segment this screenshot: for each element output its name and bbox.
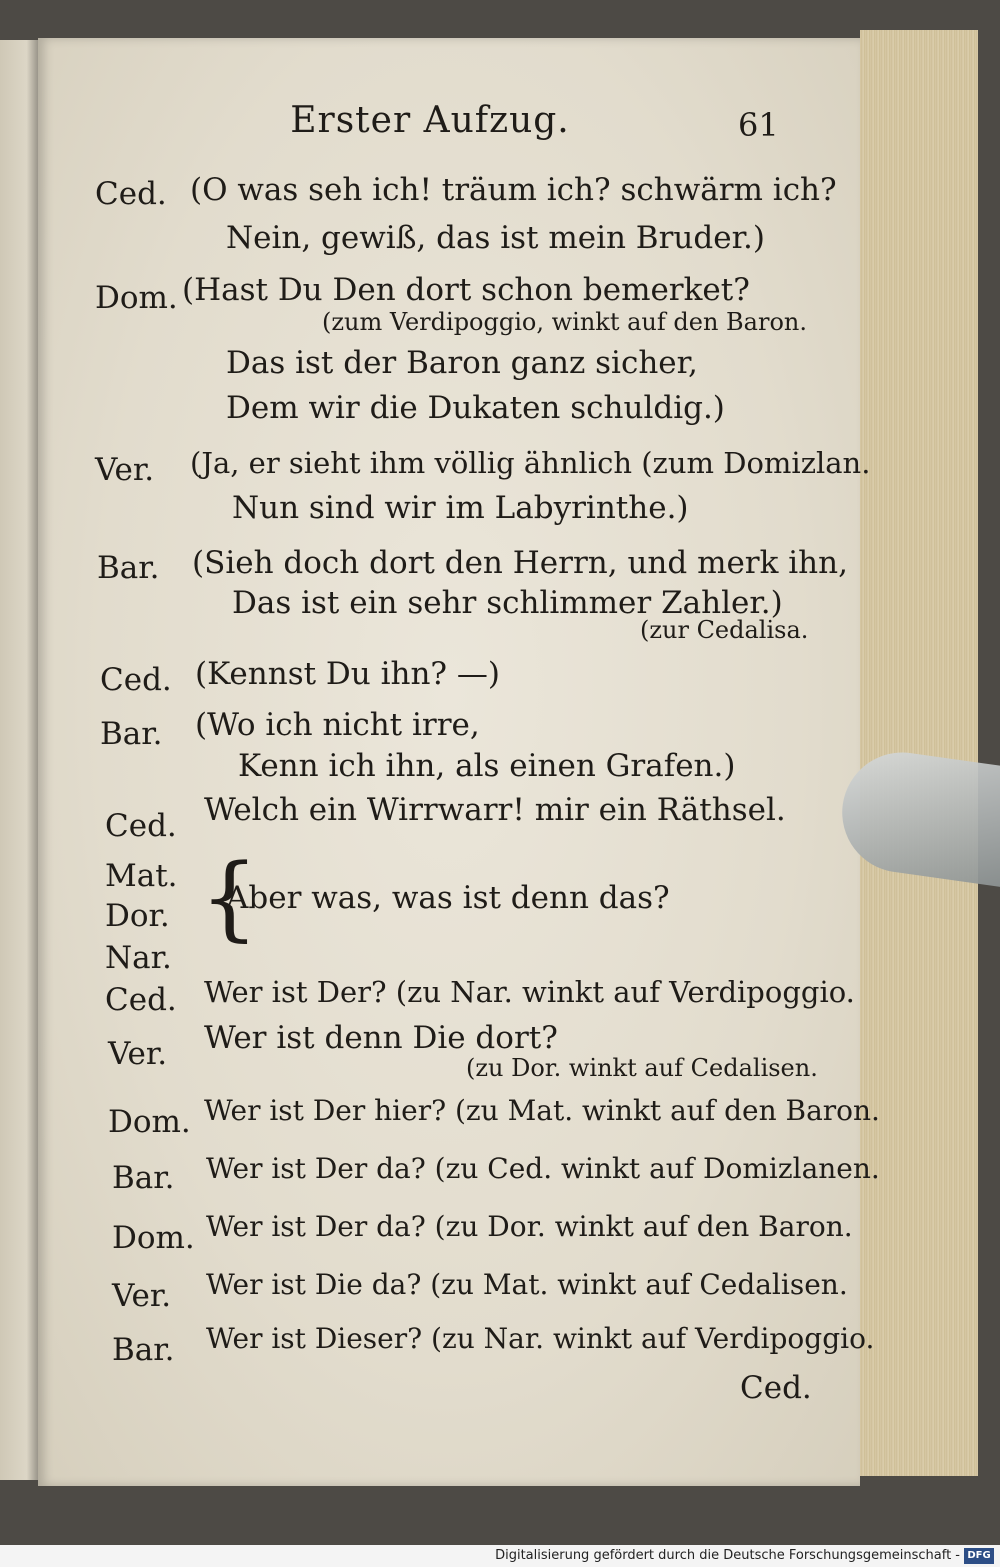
page-number: 61: [738, 106, 779, 144]
verse-line: Wer ist Der hier? (zu Mat. winkt auf den Baron.: [204, 1094, 880, 1127]
verse-line: (Hast Du Den dort schon bemerket?: [182, 272, 750, 308]
speaker-label: Bar.: [100, 716, 163, 752]
verse-line: (Ja, er sieht ihm völlig ähnlich (zum Domizlan.: [190, 446, 871, 480]
verse-line: Wer ist Der da? (zu Dor. winkt auf den Baron.: [206, 1210, 853, 1243]
speaker-label: Ver.: [112, 1278, 172, 1314]
verse-line: Wer ist denn Die dort?: [204, 1020, 558, 1056]
stage-direction: (zum Verdipoggio, winkt auf den Baron.: [322, 308, 807, 336]
verse-line: Das ist der Baron ganz sicher,: [226, 345, 698, 381]
funding-credit: Digitalisierung gefördert durch die Deutsche Forschungsgemeinschaft -: [495, 1548, 960, 1563]
verse-line: Wer ist Dieser? (zu Nar. winkt auf Verdipoggio.: [206, 1322, 875, 1355]
verse-line: (Sieh doch dort den Herrn, und merk ihn,: [192, 545, 848, 581]
speaker-label: Mat.: [105, 858, 178, 894]
speaker-label: Bar.: [97, 550, 160, 586]
verse-line: (Wo ich nicht irre,: [195, 707, 480, 743]
speaker-label: Nar.: [105, 940, 172, 976]
verse-line: (O was seh ich! träum ich? schwärm ich?: [190, 172, 837, 208]
verse-line: Nun sind wir im Labyrinthe.): [232, 490, 689, 526]
speaker-label: Ced.: [100, 662, 172, 698]
brace-symbol: {: [200, 844, 259, 951]
verse-line: Welch ein Wirrwarr! mir ein Räthsel.: [204, 792, 786, 828]
speaker-label: Ced.: [105, 808, 177, 844]
speaker-label: Dom.: [108, 1104, 191, 1140]
verse-line: Wer ist Der da? (zu Ced. winkt auf Domizlanen.: [206, 1152, 880, 1185]
speaker-label: Bar.: [112, 1160, 175, 1196]
verse-line: (Kennst Du ihn? —): [195, 656, 501, 692]
verse-line: Aber was, was ist denn das?: [226, 880, 670, 916]
running-header: Erster Aufzug.: [290, 100, 570, 141]
speaker-label: Ver.: [95, 452, 155, 488]
previous-page-edge: [0, 40, 38, 1480]
stage-direction: (zu Dor. winkt auf Cedalisen.: [466, 1054, 818, 1082]
speaker-label: Ced.: [95, 176, 167, 212]
stage-direction: (zur Cedalisa.: [640, 616, 809, 644]
verse-line: Dem wir die Dukaten schuldig.): [226, 390, 725, 426]
dfg-logo-icon: DFG: [964, 1548, 994, 1564]
verse-line: Nein, gewiß, das ist mein Bruder.): [226, 220, 765, 256]
verse-line: Wer ist Der? (zu Nar. winkt auf Verdipoggio.: [204, 975, 855, 1009]
speaker-label: Dor.: [105, 898, 170, 934]
speaker-label: Dom.: [112, 1220, 195, 1256]
speaker-label: Dom.: [95, 280, 178, 316]
verse-line: Kenn ich ihn, als einen Grafen.): [238, 748, 736, 784]
speaker-label: Ced.: [105, 982, 177, 1018]
verse-line: Wer ist Die da? (zu Mat. winkt auf Cedalisen.: [206, 1268, 848, 1301]
speaker-label: Bar.: [112, 1332, 175, 1368]
speaker-label: Ver.: [108, 1036, 168, 1072]
verse-line: Das ist ein sehr schlimmer Zahler.): [232, 585, 783, 621]
catchword: Ced.: [740, 1370, 812, 1406]
footer-bar: [0, 1545, 1000, 1567]
page-stack-edge: [860, 30, 978, 1476]
